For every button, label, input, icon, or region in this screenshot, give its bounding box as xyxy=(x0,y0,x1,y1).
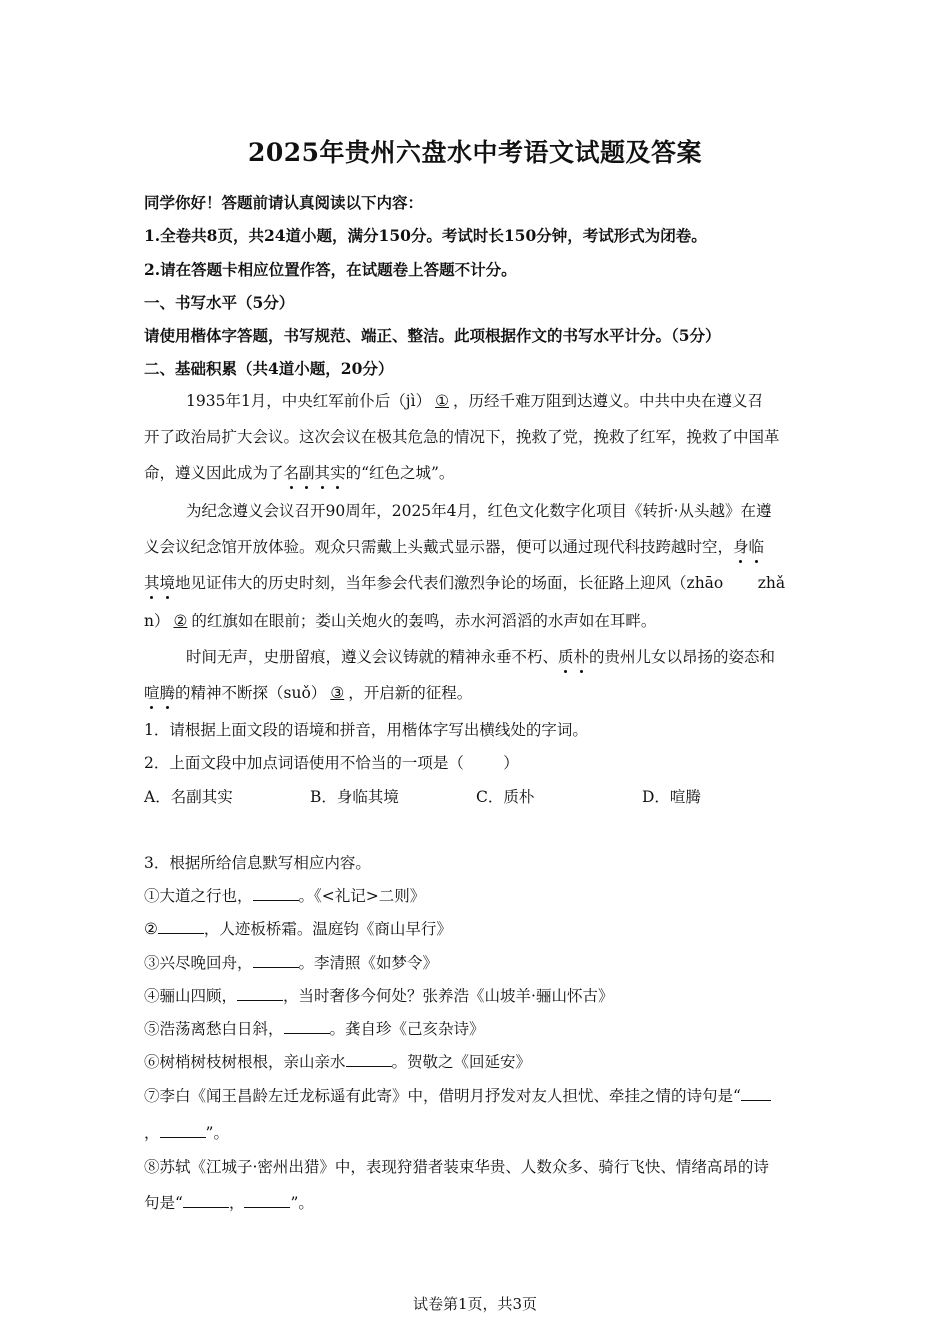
passage-p1-line-2: 开了政治局扩大会议。这次会议在极其危急的情况下，挽救了党，挽救了红军，挽救了中国革 xyxy=(144,428,780,446)
emphasis-dot-char: 身 xyxy=(733,535,749,557)
dotted-word-shenlin xyxy=(733,538,764,556)
question-2-stem: 2．上面文段中加点词语使用不恰当的一项是（ ） xyxy=(144,754,519,772)
q3-item-8-line-1: ⑧苏轼《江城子·密州出猎》中，表现狩猎者装束华贵、人数众多、骑行飞快、情绪高昂的诗 xyxy=(144,1158,769,1176)
emphasis-dot-char: 临 xyxy=(749,535,765,557)
section-1-heading: 一、书写水平（5分） xyxy=(144,293,295,312)
section-2-heading: 二、基础积累（共4道小题，20分） xyxy=(144,359,394,378)
answer-blank xyxy=(741,1086,771,1101)
q3-item-3: ③兴尽晚回舟， 。李清照《如梦令》 xyxy=(144,954,439,972)
dotted-word-xuanteng xyxy=(144,684,175,702)
passage-p1-line-1: 1935年1月，中央红军前仆后（jì） ① ，历经千难万阻到达遵义。中共中央在遵义召 xyxy=(186,392,763,410)
emphasis-dot-char: 名 xyxy=(284,461,300,483)
emphasis-dot-char: 境 xyxy=(160,571,176,593)
intro-greeting: 同学你好！答题前请认真阅读以下内容： xyxy=(144,193,424,212)
answer-blank xyxy=(237,986,283,1001)
passage-p3-line-2: 喧腾的精神不断探（suǒ） ③ ，开启新的征程。 xyxy=(144,681,812,703)
passage-p3-line-1: 时间无声，史册留痕，遵义会议铸就的精神永垂不朽、质朴的贵州儿女以昂扬的姿态和 xyxy=(186,645,854,667)
passage-p2-line-4: n） ② 的红旗如在眼前；娄山关炮火的轰鸣，赤水河滔滔的水声如在耳畔。 xyxy=(144,612,657,630)
q3-item-1: ①大道之行也， 。《<礼记>二则》 xyxy=(144,887,426,905)
dotted-word-zhipu xyxy=(558,648,589,666)
answer-blank xyxy=(160,1123,206,1138)
page-title: 2025年贵州六盘水中考语文试题及答案 xyxy=(247,138,703,167)
q3-item-5: ⑤浩荡离愁白日斜， 。龚自珍《己亥杂诗》 xyxy=(144,1020,485,1038)
dotted-word-qijing xyxy=(144,574,175,592)
option-d[interactable]: D．喧腾 xyxy=(642,788,701,806)
passage-p2-line-1: 为纪念遵义会议召开90周年，2025年4月，红色文化数字化项目《转折·从头越》在遵 xyxy=(186,502,772,520)
blank-1: ① xyxy=(435,392,449,410)
q3-item-2: ② ，人迹板桥霜。温庭钧《商山早行》 xyxy=(144,920,452,938)
intro-rule-2: 2.请在答题卡相应位置作答，在试题卷上答题不计分。 xyxy=(144,260,517,279)
passage-p1-line-3: 命，遵义因此成为了名副其实的“红色之城”。 xyxy=(144,461,812,483)
answer-blank xyxy=(253,886,299,901)
q3-item-8-line-2: 句是“ ， ”。 xyxy=(144,1194,314,1212)
q3-item-6: ⑥树梢树枝树根根，亲山亲水 。贺敬之《回延安》 xyxy=(144,1053,532,1071)
q3-item-4: ④骊山四顾， ，当时奢侈今何处？张养浩《山坡羊·骊山怀古》 xyxy=(144,987,614,1005)
q3-item-7-line-1: ⑦李白《闻王昌龄左迁龙标遥有此寄》中，借明月抒发对友人担忧、牵挂之情的诗句是“ xyxy=(144,1084,812,1106)
answer-blank xyxy=(346,1052,392,1067)
option-b[interactable]: B．身临其境 xyxy=(310,788,399,806)
page-footer: 试卷第1页，共3页 xyxy=(412,1295,538,1313)
option-a[interactable]: A．名副其实 xyxy=(144,788,233,806)
option-c[interactable]: C．质朴 xyxy=(476,788,535,806)
emphasis-dot-char: 实 xyxy=(330,461,346,483)
blank-3: ③ xyxy=(330,684,345,702)
section-1-instruction: 请使用楷体字答题，书写规范、端正、整洁。此项根据作文的书写水平计分。（5分） xyxy=(144,326,721,345)
blank-2: ② xyxy=(173,612,188,630)
emphasis-dot-char: 其 xyxy=(315,461,331,483)
emphasis-dot-char: 腾 xyxy=(160,681,176,703)
answer-blank xyxy=(284,1019,330,1034)
question-1: 1．请根据上面文段的语境和拼音，用楷体字写出横线处的字词。 xyxy=(144,721,588,739)
question-2-options xyxy=(144,785,812,807)
answer-blank xyxy=(183,1193,229,1208)
emphasis-dot-char: 质 xyxy=(558,645,574,667)
emphasis-dot-char: 副 xyxy=(299,461,315,483)
emphasis-dot-char: 喧 xyxy=(144,681,160,703)
answer-blank xyxy=(158,919,204,934)
passage-p2-line-3: 其境地见证伟大的历史时刻，当年参会代表们激烈争论的场面，长征路上迎风（zhāo zhǎ xyxy=(144,571,812,593)
dotted-word-mingfuqishi xyxy=(284,464,346,482)
intro-rule-1: 1.全卷共8页，共24道小题，满分150分。考试时长150分钟，考试形式为闭卷。 xyxy=(144,226,707,245)
question-3-stem: 3．根据所给信息默写相应内容。 xyxy=(144,854,371,872)
emphasis-dot-char: 朴 xyxy=(574,645,590,667)
emphasis-dot-char: 其 xyxy=(144,571,160,593)
q3-item-7-line-2: ， ”。 xyxy=(144,1124,229,1142)
answer-blank xyxy=(253,953,299,968)
passage-p2-line-2: 义会议纪念馆开放体验。观众只需戴上头戴式显示器，便可以通过现代科技跨越时空，身临 xyxy=(144,535,812,557)
answer-blank xyxy=(244,1193,290,1208)
